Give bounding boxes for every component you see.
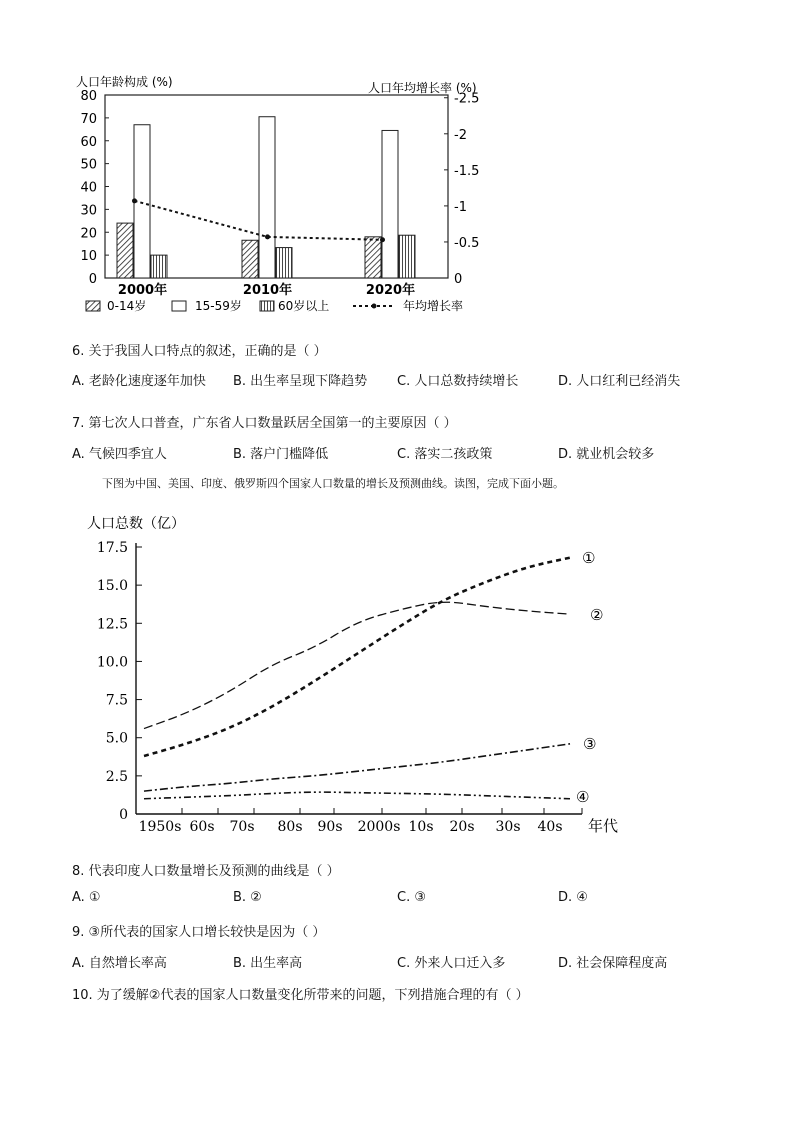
age-structure-chart: [60, 70, 490, 325]
x-tick-label: 70s: [229, 819, 255, 835]
right-tick-label: -1.5: [454, 163, 480, 179]
right-axis-label: 人口年均增长率 (%): [368, 81, 477, 95]
series-line-2: [144, 602, 570, 728]
left-tick-label: 80: [80, 89, 97, 104]
question-6-option-c[interactable]: C. 人口总数持续增长: [397, 374, 519, 389]
y-tick-label: 12.5: [96, 616, 128, 633]
x-tick-label: 90s: [317, 819, 343, 835]
legend-label-0-14: 0-14岁: [107, 299, 147, 313]
question-7-option-c[interactable]: C. 落实二孩政策: [397, 447, 493, 462]
series-line-4: [144, 792, 570, 799]
question-9-stem: 9. ③所代表的国家人口增长较快是因为（ ）: [72, 925, 326, 940]
x-tick-label: 60s: [189, 819, 215, 835]
x-tick-label: 20s: [449, 819, 475, 835]
bar-60-plus: [151, 255, 167, 278]
legend-swatch-60-plus: [260, 301, 274, 311]
y-tick-label: 17.5: [96, 540, 128, 556]
left-tick-label: 0: [88, 272, 97, 287]
y-tick-label: 2.5: [105, 768, 128, 785]
series-line-1: [144, 558, 570, 756]
y-tick-label: 7.5: [105, 692, 128, 709]
left-tick-label: 70: [80, 111, 97, 127]
growth-rate-point: [265, 234, 270, 239]
growth-rate-point: [132, 198, 137, 203]
bar-0-14: [365, 237, 381, 278]
x-tick-label: 10s: [408, 819, 434, 835]
bar-0-14: [242, 240, 258, 278]
question-8-option-d[interactable]: D. ④: [558, 890, 588, 905]
right-tick-label: 0: [454, 272, 463, 287]
y-tick-label: 15.0: [96, 578, 128, 595]
left-tick-label: 60: [80, 134, 97, 150]
y-tick-label: 5.0: [105, 730, 128, 747]
right-tick-label: -2: [454, 127, 467, 143]
bar-15-59: [259, 117, 275, 278]
series-label-4: ④: [576, 788, 590, 806]
category-label: 2010年: [242, 283, 293, 298]
question-7-option-b[interactable]: B. 落户门槛降低: [233, 447, 329, 462]
category-label: 2020年: [365, 283, 416, 298]
y-axis-label: 人口总数（亿）: [87, 516, 185, 532]
question-6-stem: 6. 关于我国人口特点的叙述，正确的是（ ）: [72, 344, 327, 359]
legend-swatch-growth-point: [372, 304, 377, 309]
population-line-chart: [70, 505, 640, 840]
question-9-option-b[interactable]: B. 出生率高: [233, 956, 303, 971]
x-tick-label: 40s: [537, 819, 563, 835]
x-tick-label: 30s: [495, 819, 521, 835]
right-tick-label: -1: [454, 199, 467, 215]
y-tick-label: 10.0: [96, 654, 128, 671]
bar-15-59: [382, 130, 398, 278]
intro-text: 下图为中国、美国、印度、俄罗斯四个国家人口数量的增长及预测曲线。读图，完成下面小题。: [102, 477, 564, 490]
question-6-option-d[interactable]: D. 人口红利已经消失: [558, 374, 681, 389]
left-tick-label: 40: [80, 180, 97, 196]
left-tick-label: 30: [80, 203, 97, 219]
series-label-2: ②: [590, 606, 604, 624]
question-7-stem: 7. 第七次人口普查，广东省人口数量跃居全国第一的主要原因（ ）: [72, 416, 457, 431]
question-7-option-d[interactable]: D. 就业机会较多: [558, 447, 655, 462]
question-8-option-b[interactable]: B. ②: [233, 890, 262, 905]
bar-60-plus: [276, 248, 292, 278]
series-label-1: ①: [582, 549, 596, 567]
series-line-3: [144, 744, 570, 791]
question-9-option-d[interactable]: D. 社会保障程度高: [558, 956, 668, 971]
question-9-option-c[interactable]: C. 外来人口迁入多: [397, 956, 506, 971]
legend-swatch-0-14: [86, 301, 100, 311]
legend-label-15-59: 15-59岁: [195, 299, 242, 313]
y-tick-label: 0: [119, 807, 128, 823]
question-9-option-a[interactable]: A. 自然增长率高: [72, 956, 167, 971]
x-tick-label: 1950s: [138, 819, 182, 835]
bar-0-14: [117, 223, 133, 278]
question-6-option-b[interactable]: B. 出生率呈现下降趋势: [233, 374, 368, 389]
x-tick-label: 80s: [277, 819, 303, 835]
x-tick-label: 2000s: [357, 819, 401, 835]
question-6-option-a[interactable]: A. 老龄化速度逐年加快: [72, 374, 206, 389]
legend-label-60-plus: 60岁以上: [278, 299, 330, 313]
growth-rate-point: [380, 237, 385, 242]
x-axis-label: 年代: [588, 817, 619, 835]
question-7-option-a[interactable]: A. 气候四季宜人: [72, 447, 167, 462]
left-tick-label: 50: [80, 157, 97, 173]
category-label: 2000年: [117, 283, 168, 298]
right-tick-label: -2.5: [454, 91, 480, 107]
question-8-option-a[interactable]: A. ①: [72, 890, 101, 905]
question-8-stem: 8. 代表印度人口数量增长及预测的曲线是（ ）: [72, 864, 340, 879]
legend-label-growth-rate: 年均增长率: [403, 299, 464, 313]
left-axis-label: 人口年龄构成 (%): [76, 75, 173, 89]
legend-swatch-15-59: [172, 301, 186, 311]
left-tick-label: 20: [80, 226, 97, 242]
series-label-3: ③: [583, 735, 597, 753]
right-tick-label: -0.5: [454, 235, 480, 251]
left-tick-label: 10: [80, 249, 97, 265]
question-8-option-c[interactable]: C. ③: [397, 890, 426, 905]
question-10-stem: 10. 为了缓解②代表的国家人口数量变化所带来的问题，下列措施合理的有（ ）: [72, 988, 529, 1003]
bar-60-plus: [399, 235, 415, 278]
